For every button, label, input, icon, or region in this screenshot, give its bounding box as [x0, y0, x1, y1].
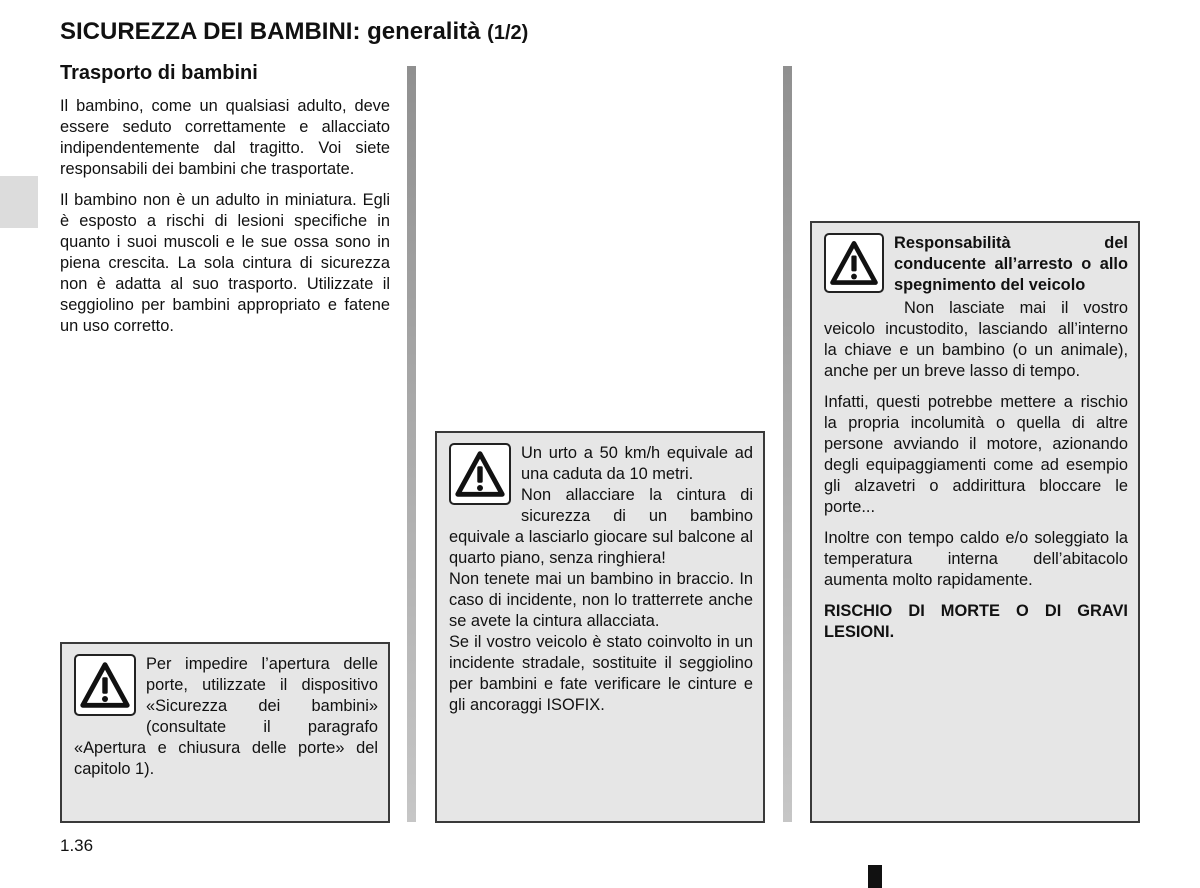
column-divider-left [407, 66, 416, 822]
warning-line: Non tenete mai un bambino in braccio. In caso di incidente, non lo tratterrete anche se avete la cintura allacciata. [449, 570, 753, 630]
warning-line: Se il vostro veicolo è stato coinvolto in un incidente stradale, sostituite il seggiolino per bambini e fate verificare le cinture e gli ancoraggi ISOFIX. [449, 633, 753, 714]
warning-line: Un urto a 50 km/h equivale ad una caduta da 10 metri. [521, 444, 753, 483]
warning-triangle-icon [74, 654, 136, 716]
warning-triangle-icon [824, 233, 884, 293]
warning-paragraph: Infatti, questi potrebbe mettere a rischio la propria incolumità o quella di altre persone avviando il motore, azionando degli equipaggiamenti come ad esempio gli alzavetri o addirittura bloccare le porte... [824, 393, 1128, 516]
page-number: 1.36 [60, 836, 94, 855]
warning-box-crash-risk [435, 431, 765, 823]
page-title-text: SICUREZZA DEI BAMBINI: generalità [60, 18, 481, 45]
warning-paragraph: Inoltre con tempo caldo e/o soleggiato la temperatura interna dell’abitacolo aumenta molto rapidamente. [824, 529, 1128, 589]
warning-paragraph: Non lasciate mai il vostro veicolo incustodito, lasciando all’interno la chiave e un bambino (o un animale), anche per un breve lasso di tempo. [824, 299, 1128, 380]
print-mark [868, 865, 882, 888]
warning-line: Non allacciare la cintura di sicurezza di un bambino equivale a lasciarlo giocare sul balcone al quarto piano, senza ringhiera! [449, 486, 753, 567]
danger-notice: RISCHIO DI MORTE O DI GRAVI LESIONI. [824, 602, 1128, 641]
chapter-tab [0, 176, 38, 228]
section-heading: Trasporto di bambini [60, 62, 258, 84]
warning-box-door-lock [60, 642, 390, 823]
paragraph: Il bambino non è un adulto in miniatura. Egli è esposto a rischi di lesioni specifiche in quanto i suoi muscoli e le sue ossa sono in piena crescita. La sola cintura di sicurezza non è adatta al suo trasporto. Utilizzate il seggiolino per bambini appropriato e fatene un uso corretto. [60, 191, 390, 335]
warning-box-driver-responsibility [810, 221, 1140, 823]
warning-triangle-icon [449, 443, 511, 505]
warning-heading: Responsabilità del conducente all’arresto o allo spegnimento del veicolo [894, 234, 1128, 294]
page-title [60, 18, 528, 46]
paragraph: Il bambino, come un qualsiasi adulto, deve essere seduto correttamente e allacciato indipendentemente dal tragitto. Voi siete responsabili dei bambini che trasportate. [60, 97, 390, 178]
column-divider-right [783, 66, 792, 822]
warning-text: Per impedire l’apertura delle porte, utilizzate il dispositivo «Sicurezza dei bambini» (consultate il paragrafo «Apertura e chiusura delle porte» del capitolo 1). [74, 655, 378, 778]
page-indicator: (1/2) [487, 22, 529, 44]
left-column-text [60, 96, 390, 347]
